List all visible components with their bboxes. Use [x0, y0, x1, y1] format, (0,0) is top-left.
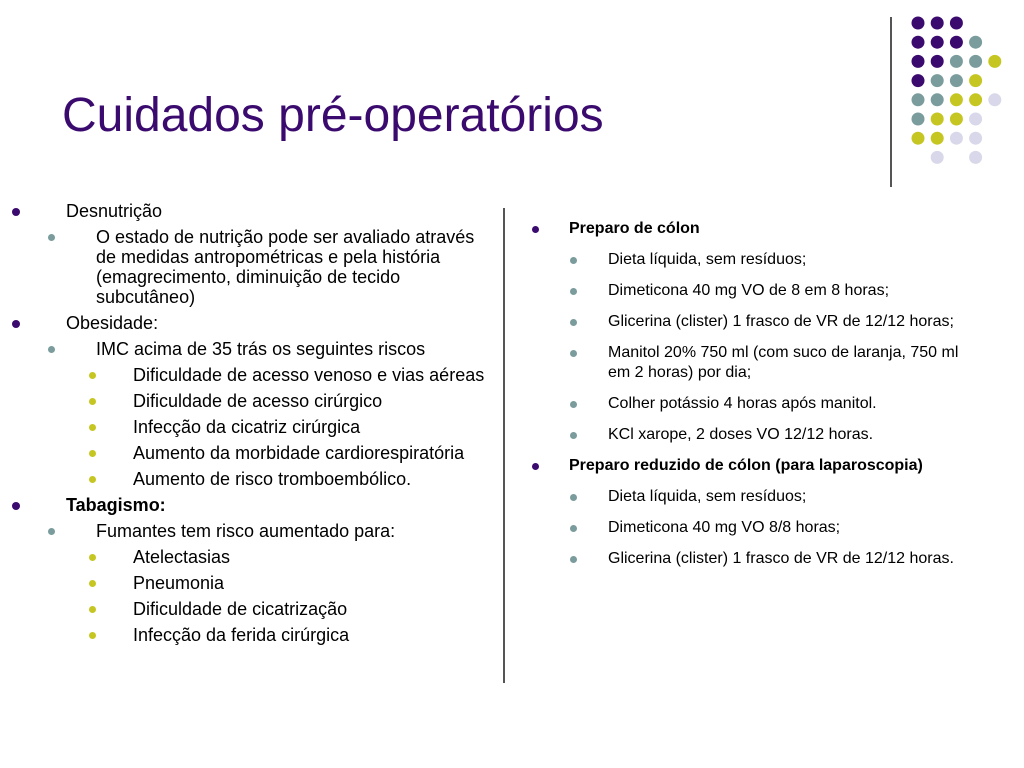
- list-item-preparo-colon: [569, 219, 1000, 239]
- tabagismo-text: Fumantes tem risco aumentado para:: [96, 521, 396, 541]
- preparo-reduzido-item: Glicerina (clister) 1 frasco de VR de 12/12 horas.: [608, 550, 954, 567]
- list-item: [133, 469, 500, 489]
- bullet-icon: [89, 580, 96, 587]
- preparo-colon-item: Glicerina (clister) 1 frasco de VR de 12/12 horas;: [608, 313, 954, 330]
- list-item-tabagismo: [66, 495, 500, 515]
- dot-teal: [912, 93, 925, 106]
- dot-yellow: [912, 132, 925, 145]
- dot-lavender: [969, 132, 982, 145]
- tabagismo-risk: Infecção da ferida cirúrgica: [133, 625, 350, 645]
- dot-teal: [950, 55, 963, 68]
- bullet-icon: [570, 288, 577, 295]
- dot-lavender: [969, 113, 982, 126]
- dot-yellow: [988, 55, 1001, 68]
- dot-teal: [969, 55, 982, 68]
- list-item: [608, 549, 970, 569]
- bullet-icon: [570, 556, 577, 563]
- bullet-icon: [532, 226, 539, 233]
- list-item: [96, 521, 492, 541]
- bullet-icon: [89, 606, 96, 613]
- list-item: [608, 394, 970, 414]
- obesidade-risk: Aumento da morbidade cardiorespiratória: [133, 443, 465, 463]
- dot-teal: [912, 113, 925, 126]
- preparo-colon-item: Manitol 20% 750 ml (com suco de laranja, 750 ml em 2 horas) por dia;: [608, 344, 959, 381]
- list-item: [608, 343, 970, 383]
- list-item: [608, 281, 970, 301]
- bullet-icon: [48, 346, 55, 353]
- right-column: [520, 219, 1000, 580]
- preparo-colon-item: Colher potássio 4 horas após manitol.: [608, 395, 877, 412]
- tabagismo-heading: Tabagismo:: [66, 495, 166, 515]
- bullet-icon: [570, 319, 577, 326]
- obesidade-heading: Obesidade: [66, 313, 154, 333]
- dot-yellow: [931, 113, 944, 126]
- dot-teal: [931, 93, 944, 106]
- preparo-colon-item: KCl xarope, 2 doses VO 12/12 horas.: [608, 426, 874, 443]
- bullet-icon: [89, 554, 96, 561]
- dot-yellow: [969, 93, 982, 106]
- bullet-icon: [89, 450, 96, 457]
- list-item: [133, 547, 500, 567]
- list-item: [133, 599, 500, 619]
- bullet-icon: [12, 320, 20, 328]
- list-item: [608, 312, 970, 332]
- bullet-icon: [48, 528, 55, 535]
- desnutricao-heading: Desnutrição: [66, 201, 163, 221]
- bullet-icon: [89, 372, 96, 379]
- dot-lavender: [950, 132, 963, 145]
- list-item-preparo-reduzido: [569, 456, 1000, 476]
- dot-purple: [950, 17, 963, 30]
- list-item: [608, 425, 970, 445]
- dot-purple: [931, 36, 944, 49]
- dot-lavender: [931, 151, 944, 164]
- bullet-icon: [570, 494, 577, 501]
- dot-yellow: [969, 74, 982, 87]
- dot-yellow: [950, 93, 963, 106]
- dot-purple: [931, 55, 944, 68]
- list-item: [133, 391, 500, 411]
- preparo-colon-item: Dimeticona 40 mg VO de 8 em 8 horas;: [608, 282, 890, 299]
- bullet-icon: [12, 208, 20, 216]
- dot-teal: [931, 74, 944, 87]
- dot-purple: [912, 36, 925, 49]
- list-item: [133, 573, 500, 593]
- obesidade-risk: Dificuldade de acesso cirúrgico: [133, 391, 383, 411]
- dot-purple: [912, 74, 925, 87]
- dot-purple: [931, 17, 944, 30]
- tabagismo-risk: Atelectasias: [133, 547, 231, 567]
- bullet-icon: [12, 502, 20, 510]
- list-item-desnutricao: [66, 201, 500, 221]
- list-item: [133, 417, 500, 437]
- tabagismo-risk: Pneumonia: [133, 573, 225, 593]
- dot-lavender: [988, 93, 1001, 106]
- list-item: [96, 339, 492, 359]
- preparo-reduzido-heading: Preparo reduzido de cólon (para laparoscopia): [569, 457, 923, 474]
- preparo-reduzido-item: Dimeticona 40 mg VO 8/8 horas;: [608, 519, 841, 536]
- obesidade-risk: Dificuldade de acesso venoso e vias aéreas: [133, 365, 485, 385]
- obesidade-text: IMC acima de 35 trás os seguintes riscos: [96, 339, 426, 359]
- bullet-icon: [570, 525, 577, 532]
- preparo-reduzido-item: Dieta líquida, sem resíduos;: [608, 488, 807, 505]
- obesidade-risk: Infecção da cicatriz cirúrgica: [133, 417, 361, 437]
- page-title: Cuidados pré-operatórios: [62, 89, 604, 142]
- bullet-icon: [570, 257, 577, 264]
- preparo-colon-heading: Preparo de cólon: [569, 220, 700, 237]
- dot-purple: [912, 55, 925, 68]
- obesidade-colon: :: [153, 313, 159, 333]
- desnutricao-text: O estado de nutrição pode ser avaliado através de medidas antropométricas e pela história (emagrecimento, diminuição de tecido subcutâneo): [96, 227, 475, 307]
- bullet-icon: [570, 432, 577, 439]
- list-item: [608, 518, 970, 538]
- dot-purple: [912, 17, 925, 30]
- list-item: [608, 487, 970, 507]
- tabagismo-risk: Dificuldade de cicatrização: [133, 599, 348, 619]
- list-item: [133, 625, 500, 645]
- obesidade-risk: Aumento de risco tromboembólico.: [133, 469, 412, 489]
- dot-purple: [950, 36, 963, 49]
- bullet-icon: [532, 463, 539, 470]
- dot-teal: [950, 74, 963, 87]
- bullet-icon: [89, 424, 96, 431]
- dot-lavender: [969, 151, 982, 164]
- list-item: [96, 227, 492, 307]
- list-item: [608, 250, 970, 270]
- list-item: [133, 365, 500, 385]
- title-divider: [890, 17, 892, 187]
- bullet-icon: [89, 398, 96, 405]
- bullet-icon: [570, 350, 577, 357]
- column-divider: [503, 208, 505, 683]
- bullet-icon: [570, 401, 577, 408]
- list-item: [133, 443, 500, 463]
- dot-yellow: [950, 113, 963, 126]
- bullet-icon: [89, 476, 96, 483]
- preparo-colon-item: Dieta líquida, sem resíduos;: [608, 251, 807, 268]
- left-column: [0, 201, 500, 651]
- dot-teal: [969, 36, 982, 49]
- dot-yellow: [931, 132, 944, 145]
- bullet-icon: [48, 234, 55, 241]
- bullet-icon: [89, 632, 96, 639]
- list-item-obesidade: [66, 313, 500, 333]
